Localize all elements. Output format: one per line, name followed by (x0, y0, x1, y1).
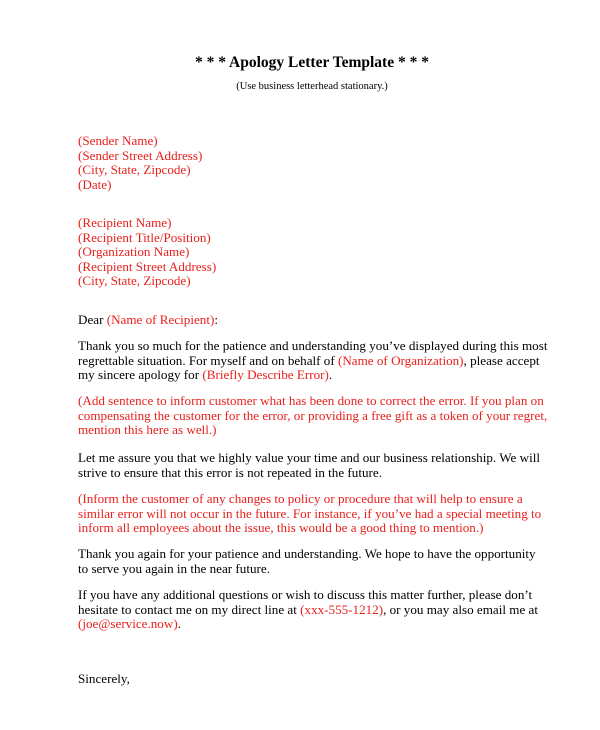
greeting-suffix: : (214, 312, 218, 327)
recipient-organization: (Organization Name) (78, 244, 190, 260)
text-run: , please accept (463, 352, 540, 368)
instruction-line: inform all employees about the issue, this would be a good thing to mention.) (78, 520, 484, 536)
text-run: . (177, 616, 181, 632)
paragraph-line: If you have any additional questions or wish to discuss this matter further, please don’t (78, 587, 533, 602)
sender-street-address: (Sender Street Address) (78, 147, 203, 163)
paragraph-line (78, 354, 598, 369)
instruction-policy-change (78, 492, 598, 536)
paragraph-line: Thank you again for your patience and understanding. We hope to have the opportunity (78, 546, 536, 561)
paragraph-line (78, 617, 598, 632)
paragraph-line (78, 603, 598, 618)
text-run: my sincere apology for (78, 367, 203, 383)
sender-date: (Date) (78, 176, 112, 192)
paragraph-line: to serve you again in the near future. (78, 560, 270, 576)
page-subtitle: (Use business letterhead stationary.) (236, 81, 388, 92)
instruction-line: (Inform the customer of any changes to policy or procedure that will help to ensure a (78, 491, 523, 506)
recipient-name: (Recipient Name) (78, 215, 172, 230)
email-placeholder: (joe@service.now) (78, 616, 178, 632)
greeting (78, 313, 598, 328)
paragraph-assurance (78, 451, 598, 480)
paragraph-thank-again (78, 547, 598, 576)
paragraph-thank-you (78, 339, 598, 383)
organization-placeholder: (Name of Organization) (337, 352, 464, 368)
recipient-city-state-zip: (City, State, Zipcode) (78, 273, 191, 289)
instruction-line: mention this here as well.) (78, 422, 217, 438)
paragraph-line: Thank you so much for the patience and understanding you’ve displayed during this most (78, 338, 548, 353)
paragraph-line (78, 368, 598, 383)
text-run: . (328, 367, 333, 383)
phone-placeholder: (xxx-555-1212) (300, 601, 384, 617)
greeting-prefix: Dear (78, 312, 107, 327)
paragraph-line: Let me assure you that we highly value your time and our business relationship. We will (78, 450, 540, 465)
instruction-line: similar error will not occur in the future. For instance, if you’ve had a special meeting to (78, 505, 542, 521)
page-title: * * * Apology Letter Template * * * (195, 54, 429, 71)
recipient-street-address: (Recipient Street Address) (78, 258, 217, 274)
sender-city-state-zip: (City, State, Zipcode) (78, 162, 191, 178)
closing (78, 672, 598, 687)
text-run: regrettable situation. For myself and on behalf of (78, 352, 338, 368)
instruction-correction (78, 394, 598, 438)
greeting-recipient-placeholder: (Name of Recipient) (106, 312, 215, 327)
instruction-line: compensating the customer for the error, or providing a free gift as a token of your regret, (78, 407, 548, 423)
recipient-block (78, 216, 598, 289)
text-run: , or you may also email me at (383, 601, 538, 617)
paragraph-line: strive to ensure that this error is not repeated in the future. (78, 464, 382, 480)
sender-name: (Sender Name) (78, 133, 158, 148)
text-run: hesitate to contact me on my direct line at (78, 601, 301, 617)
recipient-title: (Recipient Title/Position) (78, 229, 211, 245)
instruction-line: (Add sentence to inform customer what has been done to correct the error. If you plan on (78, 393, 544, 408)
error-description-placeholder: (Briefly Describe Error) (202, 367, 329, 383)
paragraph-contact (78, 588, 598, 632)
closing-text: Sincerely, (78, 671, 130, 686)
sender-block (78, 134, 598, 192)
